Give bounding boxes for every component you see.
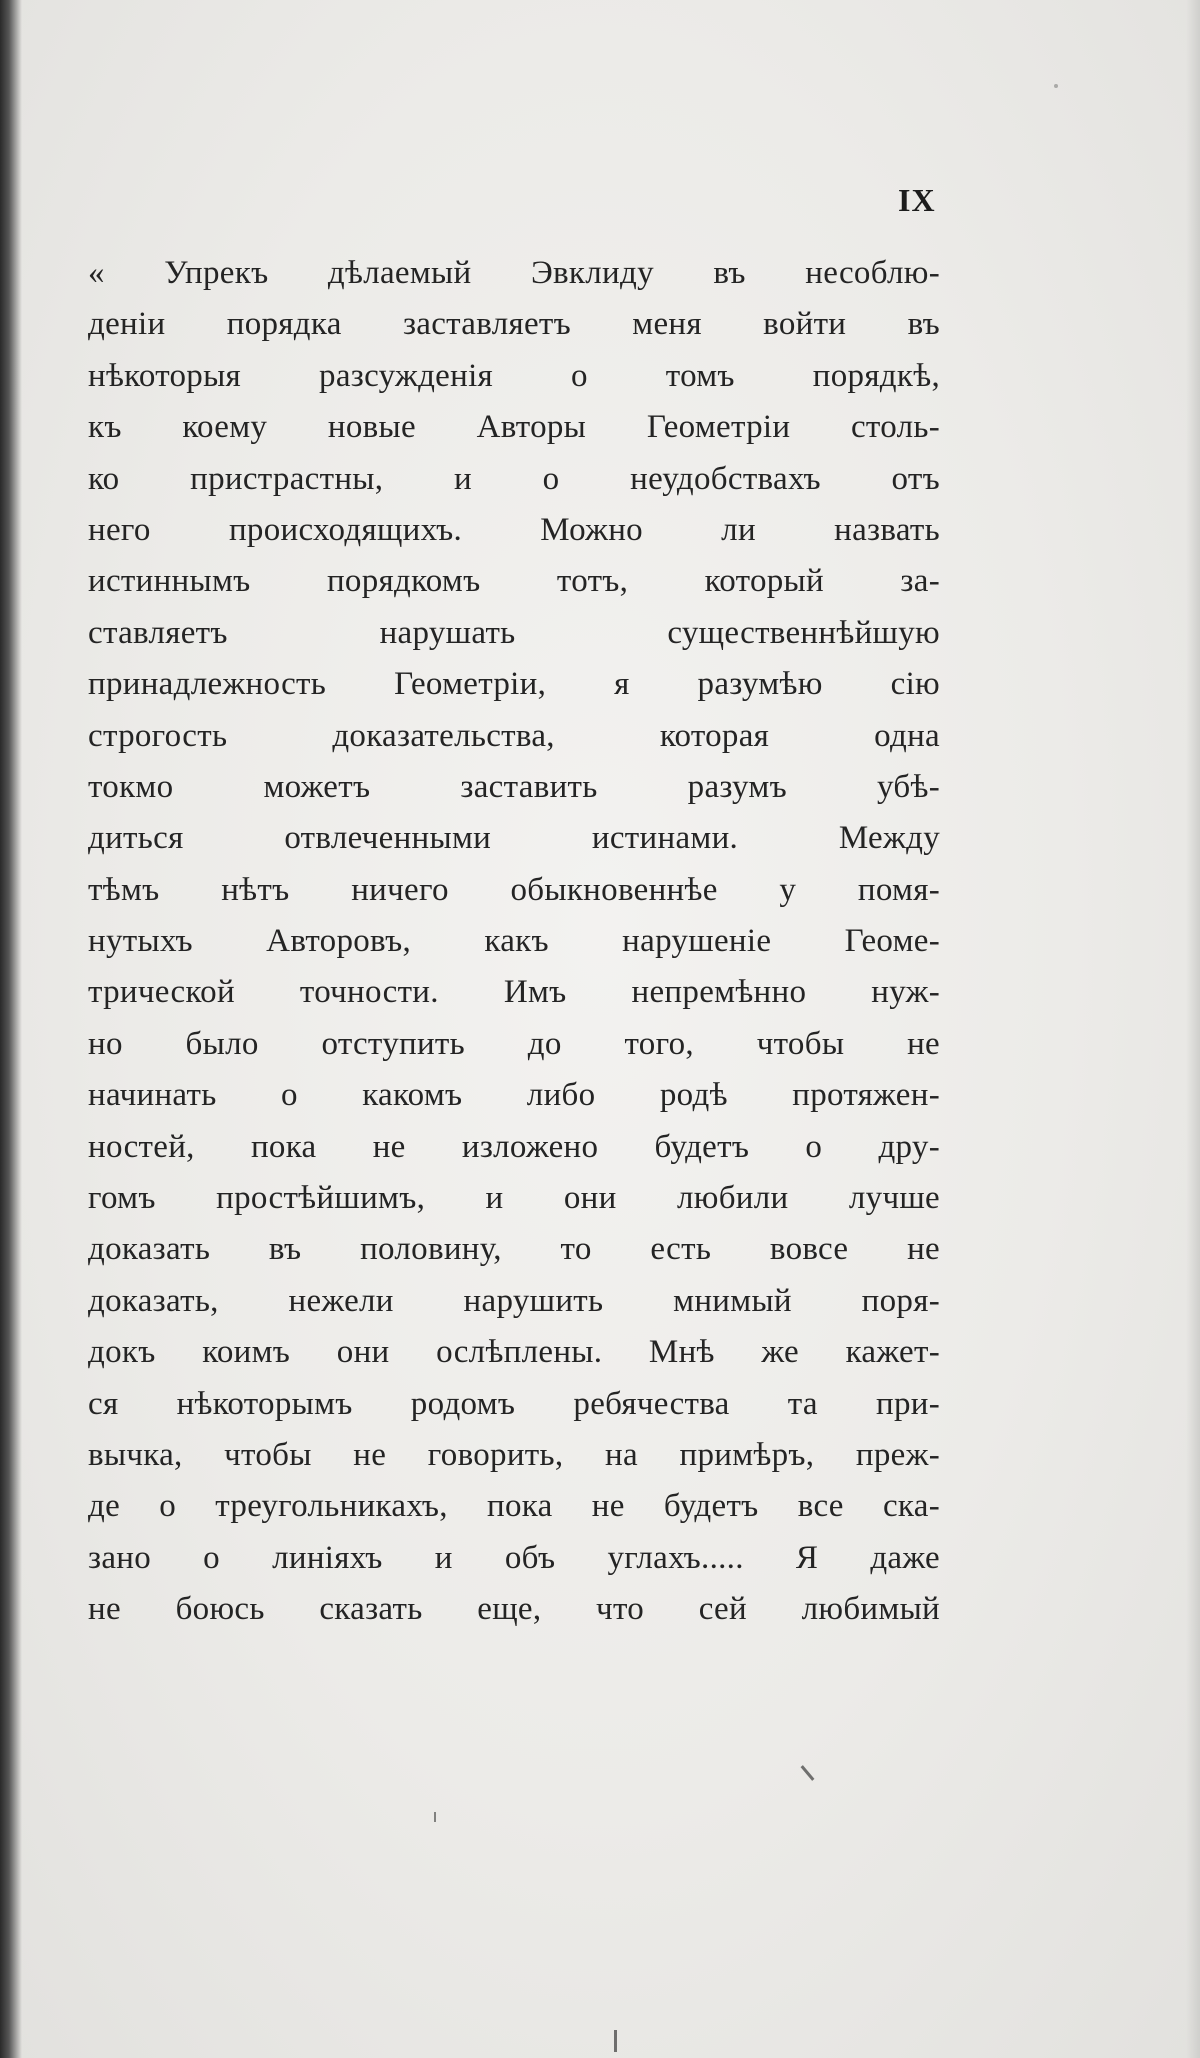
page-number: IX	[898, 182, 936, 218]
text-line: ко пристрастны, и о неудобствахъ отъ	[88, 460, 940, 497]
text-line: ностей, пока не изложено будетъ о дру-	[88, 1128, 940, 1165]
text-line: вычка, чтобы не говорить, на примѣръ, преж-	[88, 1436, 940, 1473]
page-edge-shadow	[1186, 0, 1200, 2058]
text-line: трической точности. Имъ непремѣнно нуж-	[88, 974, 940, 1011]
text-line: начинать о какомъ либо родѣ протяжен-	[88, 1077, 940, 1114]
text-line: строгость доказательства, которая одна	[88, 717, 940, 754]
text-line: но было отступить до того, чтобы не	[88, 1025, 940, 1062]
text-line: принадлежность Геометріи, я разумѣю сію	[88, 666, 940, 703]
paper-speck	[801, 1765, 815, 1781]
text-line: деніи порядка заставляетъ меня войти въ	[88, 306, 940, 343]
text-line: ся нѣкоторымъ родомъ ребячества та при-	[88, 1385, 940, 1422]
text-line: не боюсь сказать еще, что сей любимый	[88, 1591, 940, 1628]
text-line: него происходящихъ. Можно ли назвать	[88, 511, 940, 548]
paper-speck	[1054, 84, 1058, 88]
text-line: гомъ простѣйшимъ, и они любили лучше	[88, 1180, 940, 1217]
text-line: тѣмъ нѣтъ ничего обыкновеннѣе у помя-	[88, 871, 940, 908]
text-line: диться отвлеченными истинами. Между	[88, 820, 940, 857]
text-line: де о треугольникахъ, пока не будетъ все ска-	[88, 1488, 940, 1525]
text-line: истиннымъ порядкомъ тотъ, который за-	[88, 563, 940, 600]
paper-speck	[434, 1812, 436, 1822]
page-binding-shadow	[0, 0, 22, 2058]
text-line: зано о линіяхъ и объ углахъ..... Я даже	[88, 1539, 940, 1576]
text-line: доказать, нежели нарушить мнимый поря-	[88, 1282, 940, 1319]
body-text	[88, 248, 940, 1636]
text-line: нѣкоторыя разсужденія о томъ порядкѣ,	[88, 357, 940, 394]
text-line: « Упрекъ дѣлаемый Эвклиду въ несоблю-	[88, 255, 940, 291]
text-line: докъ коимъ они ослѣплены. Мнѣ же кажет-	[88, 1334, 940, 1371]
text-line: токмо можетъ заставить разумъ убѣ-	[88, 768, 940, 805]
paper-speck	[614, 2030, 617, 2052]
text-line: къ коему новые Авторы Геометріи столь-	[88, 409, 940, 446]
text-line: ставляетъ нарушать существеннѣйшую	[88, 614, 940, 651]
text-line: доказать въ половину, то есть вовсе не	[88, 1231, 940, 1268]
text-line: нутыхъ Авторовъ, какъ нарушеніе Геоме-	[88, 923, 940, 960]
